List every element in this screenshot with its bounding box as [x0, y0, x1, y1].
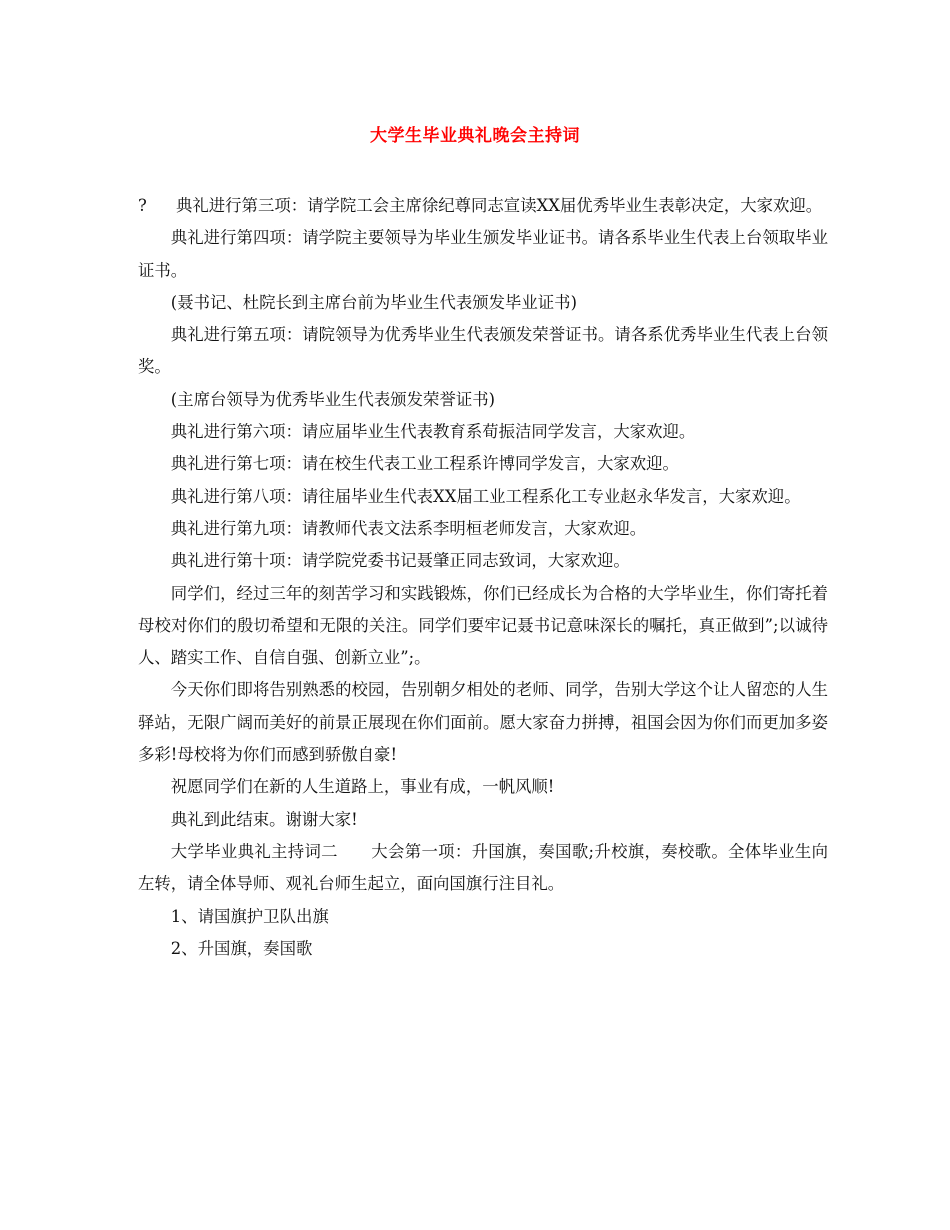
- paragraph-6: 典礼进行第六项：请应届毕业生代表教育系荀振洁同学发言，大家欢迎。: [170, 422, 696, 442]
- paragraph-4: 典礼进行第五项：请院领导为优秀毕业生代表颁发荣誉证书。请各系优秀毕业生代表上台领奖。: [138, 325, 828, 377]
- document-body: [138, 190, 828, 965]
- paragraph-3: (聂书记、杜院长到主席台前为毕业生代表颁发毕业证书): [170, 292, 577, 312]
- unknown-glyph-marker: ?: [138, 196, 147, 215]
- paragraph-7: 典礼进行第七项：请在校生代表工业工程系许博同学发言，大家欢迎。: [170, 454, 679, 474]
- paragraph-8: 典礼进行第八项：请往届毕业生代表XX届工业工程系化工专业赵永华发言，大家欢迎。: [170, 486, 801, 506]
- paragraph-1: [138, 190, 828, 222]
- paragraph-11: 同学们，经过三年的刻苦学习和实践锻炼，你们已经成长为合格的大学毕业生，你们寄托着母校对你们的殷切希望和无限的关注。同学们要牢记聂书记意味深长的嘱托，真正做到”;以诚待人、踏实工作、自信自强、创新立业”;。: [138, 583, 828, 668]
- paragraph-13: 祝愿同学们在新的人生道路上，事业有成，一帆风顺!: [170, 777, 555, 797]
- paragraph-2: 典礼进行第四项：请学院主要领导为毕业生颁发毕业证书。请各系毕业生代表上台领取毕业证书。: [138, 228, 828, 280]
- paragraph-12: 今天你们即将告别熟悉的校园，告别朝夕相处的老师、同学，告别大学这个让人留恋的人生驿站，无限广阔而美好的前景正展现在你们面前。愿大家奋力拼搏，祖国会因为你们而更加多姿多彩!母校将为你们而感到骄傲自豪!: [138, 680, 828, 765]
- paragraph-text: 典礼进行第三项：请学院工会主席徐纪尊同志宣读XX届优秀毕业生表彰决定，大家欢迎。: [176, 196, 823, 215]
- paragraph-17: 2、升国旗，奏国歌: [170, 938, 313, 958]
- paragraph-14: 典礼到此结束。谢谢大家!: [170, 809, 358, 829]
- paragraph-15: 大学毕业典礼主持词二 大会第一项：升国旗，奏国歌;升校旗，奏校歌。全体毕业生向左转，请全体导师、观礼台师生起立，面向国旗行注目礼。: [138, 841, 828, 894]
- paragraph-16: 1、请国旗护卫队出旗: [170, 906, 329, 926]
- paragraph-5: (主席台领导为优秀毕业生代表颁发荣誉证书): [170, 389, 496, 409]
- document-title: 大学生毕业典礼晚会主持词: [370, 126, 580, 146]
- paragraph-9: 典礼进行第九项：请教师代表文法系李明桓老师发言，大家欢迎。: [170, 518, 647, 538]
- paragraph-10: 典礼进行第十项：请学院党委书记聂肇正同志致词，大家欢迎。: [170, 551, 630, 571]
